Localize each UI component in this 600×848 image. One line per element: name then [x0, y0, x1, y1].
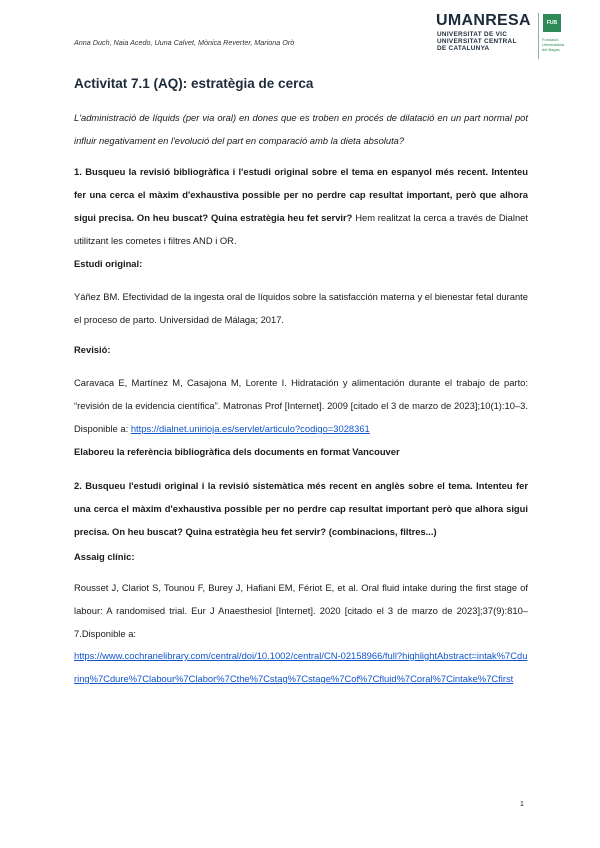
fub-text: Fundació Universitària del Bages — [542, 37, 565, 52]
vancouver-heading: Elaboreu la referència bibliogràfica dels documents en format Vancouver — [74, 446, 400, 457]
review-link[interactable]: https://dialnet.unirioja.es/servlet/articulo?codigo=3028361 — [130, 423, 370, 434]
review-reference-text: Caravaca E, Martínez M, Casajona M, Lorente I. Hidratación y alimentación durante el trabajo de parto: “revisión de la evidencia científica”. Matronas Prof [Internet]. 2009 [citado el 3 de marzo de 2023];10(1):10–3. Disponible a: — [74, 377, 528, 434]
original-study-heading: Estudi original: — [74, 258, 143, 269]
logo-brand-u: U — [436, 12, 448, 29]
logo-line: UNIVERSITAT DE VIC — [437, 31, 508, 38]
logo-subtitle — [437, 31, 517, 53]
clinical-trial-reference — [74, 576, 528, 645]
logo-line: DE CATALUNYA — [437, 45, 490, 53]
fub-logo — [538, 13, 567, 59]
page-title: Activitat 7.1 (AQ): estratègia de cerca — [74, 76, 314, 91]
author-list: Anna Duch, Naia Acedo, Uuna Calvet, Mònica Reverter, Mariona Orò — [74, 38, 295, 47]
clinical-trial-text: Rousset J, Clariot S, Tounou F, Burey J, Hafiani EM, Fériot E, et al. Oral fluid intake during the first stage of labour: A randomised trial. Eur J Anaesthesiol [Internet]. 2020 [citado el 3 de marzo de 2023];37(9):810–7.Disponible a: — [74, 582, 528, 639]
clinical-trial-link[interactable]: https://www.cochranelibrary.com/central/doi/10.1002/central/CN-02158966/full?highlightAbstract=intak%7Cduring%7Cdure%7Clabour%7Clabor%7Cthe%7Cstag%7Cstage%7Cof%7Cfluid%7Coral%7Cintake%7Cfirst — [74, 650, 528, 684]
logo-brand-text: MANRESA — [447, 12, 531, 29]
section-2-prompt: 2. Busqueu l'estudi original i la revisió sistemàtica més recent en anglès sobre el tema. Intenteu fer una cerca el màxim d'exhaustiva possible per no perdre cap resultat important però que alhora sigui precisa. On heu buscat? Quina estratègia heu fet servir? (combinacions, filtres...) — [74, 480, 528, 537]
section-1-prompt: 1. Busqueu la revisió bibliogràfica i l'estudi original sobre el tema en espanyol més recent. Intenteu fer una cerca el màxim d'exhaustiva possible per no perdre cap resultat important, però que alhora sigui precisa. On heu buscat? Quina estratègia heu fet servir? — [74, 166, 528, 223]
research-question: L'administració de líquids (per via oral) en dones que es troben en procés de dilatació en un part normal pot influir negativament en l'evolució del part en comparació amb la dieta absoluta? — [74, 112, 528, 146]
university-logo — [436, 13, 566, 59]
page-number: 1 — [520, 801, 524, 808]
section-1-paragraph — [74, 160, 528, 252]
logo-line: UNIVERSITAT CENTRAL — [437, 38, 517, 46]
section-1-answer: Hem realitzat la cerca a través de Dialnet utilitzant les cometes i filtres AND i OR. — [74, 212, 528, 246]
fub-badge: FUB — [543, 14, 561, 32]
review-reference — [74, 371, 528, 440]
original-study-reference: Yáñez BM. Efectividad de la ingesta oral de líquidos sobre la satisfacción materna y el bienestar fetal durante el proceso de parto. Universidad de Málaga; 2017. — [74, 291, 528, 325]
logo-brand — [436, 13, 531, 29]
clinical-trial-link-block — [74, 644, 528, 690]
clinical-trial-heading: Assaig clínic: — [74, 551, 135, 562]
review-heading: Revisió: — [74, 344, 111, 355]
